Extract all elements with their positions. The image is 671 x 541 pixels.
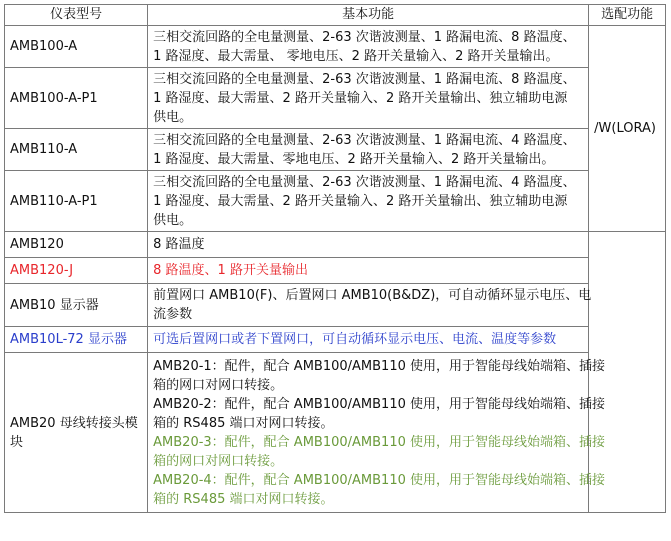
function-line: 箱的 RS485 端口对网口转接。	[153, 415, 334, 431]
model-cell: AMB20 母线转接头模块	[5, 353, 148, 513]
function-line: 流参数	[153, 307, 193, 322]
model-cell: AMB110-A	[5, 129, 148, 171]
table-row	[5, 26, 666, 68]
function-line: 8 路温度	[153, 237, 205, 252]
table-row	[5, 327, 666, 353]
function-line: 箱的 RS485 端口对网口转接。	[153, 491, 334, 507]
table-row	[5, 129, 666, 171]
product-spec-table	[4, 4, 666, 513]
table-row	[5, 232, 666, 258]
function-cell	[148, 26, 589, 68]
model-cell: AMB120	[5, 232, 148, 258]
function-cell	[148, 284, 592, 327]
table-row	[5, 171, 666, 232]
function-line: AMB20-2：配件，配合 AMB100/AMB110 使用，用于智能母线始端箱、插接	[153, 396, 605, 412]
function-line: 1 路湿度、最大需量、2 路开关量输入、2 路开关量输出、独立辅助电源	[153, 90, 568, 106]
function-cell	[148, 232, 589, 258]
function-cell	[148, 353, 605, 513]
function-line: 1 路湿度、最大需量、零地电压、2 路开关量输入、2 路开关量输出。	[153, 151, 555, 167]
function-cell	[148, 68, 589, 129]
function-line: 8 路温度、1 路开关量输出	[153, 263, 308, 278]
function-cell	[148, 327, 589, 353]
model-cell: AMB100-A-P1	[5, 68, 148, 129]
table-row	[5, 258, 666, 284]
function-line: AMB20-3：配件，配合 AMB100/AMB110 使用，用于智能母线始端箱、插接	[153, 434, 605, 450]
function-line: 三相交流回路的全电量测量、2-63 次谐波测量、1 路漏电流、8 路温度、	[153, 29, 576, 45]
function-line: 供电。	[153, 212, 193, 228]
function-line: 可选后置网口或者下置网口，可自动循环显示电压、电流、温度等参数	[153, 332, 557, 347]
model-cell: AMB10L-72 显示器	[5, 327, 148, 353]
function-cell	[148, 171, 589, 232]
model-cell: AMB100-A	[5, 26, 148, 68]
function-line: 三相交流回路的全电量测量、2-63 次谐波测量、1 路漏电流、8 路温度、	[153, 71, 576, 87]
function-cell	[148, 258, 589, 284]
function-line: 1 路湿度、最大需量、2 路开关量输入、2 路开关量输出、独立辅助电源	[153, 193, 568, 209]
header-function: 基本功能	[148, 5, 589, 26]
model-cell: AMB10 显示器	[5, 284, 148, 327]
table-row	[5, 284, 666, 327]
model-cell: AMB110-A-P1	[5, 171, 148, 232]
function-cell	[148, 129, 589, 171]
function-line: 1 路湿度、最大需量、 零地电压、2 路开关量输入、2 路开关量输出。	[153, 48, 559, 64]
table-header-row	[5, 5, 666, 26]
function-line: 三相交流回路的全电量测量、2-63 次谐波测量、1 路漏电流、4 路温度、	[153, 174, 576, 190]
function-line: 箱的网口对网口转接。	[153, 453, 284, 469]
header-model: 仪表型号	[5, 5, 148, 26]
function-line: 箱的网口对网口转接。	[153, 377, 284, 393]
model-cell: AMB120-J	[5, 258, 148, 284]
option-cell: /W(LORA)	[589, 26, 666, 232]
table-row	[5, 68, 666, 129]
table-row	[5, 353, 666, 513]
function-line: 前置网口 AMB10(F)、后置网口 AMB10(B&DZ)，可自动循环显示电压、电	[153, 288, 592, 303]
header-option: 选配功能	[589, 5, 666, 26]
function-line: AMB20-1：配件，配合 AMB100/AMB110 使用，用于智能母线始端箱、插接	[153, 358, 605, 374]
function-line: AMB20-4：配件，配合 AMB100/AMB110 使用，用于智能母线始端箱、插接	[153, 472, 605, 488]
function-line: 供电。	[153, 109, 193, 125]
function-line: 三相交流回路的全电量测量、2-63 次谐波测量、1 路漏电流、4 路温度、	[153, 132, 576, 148]
